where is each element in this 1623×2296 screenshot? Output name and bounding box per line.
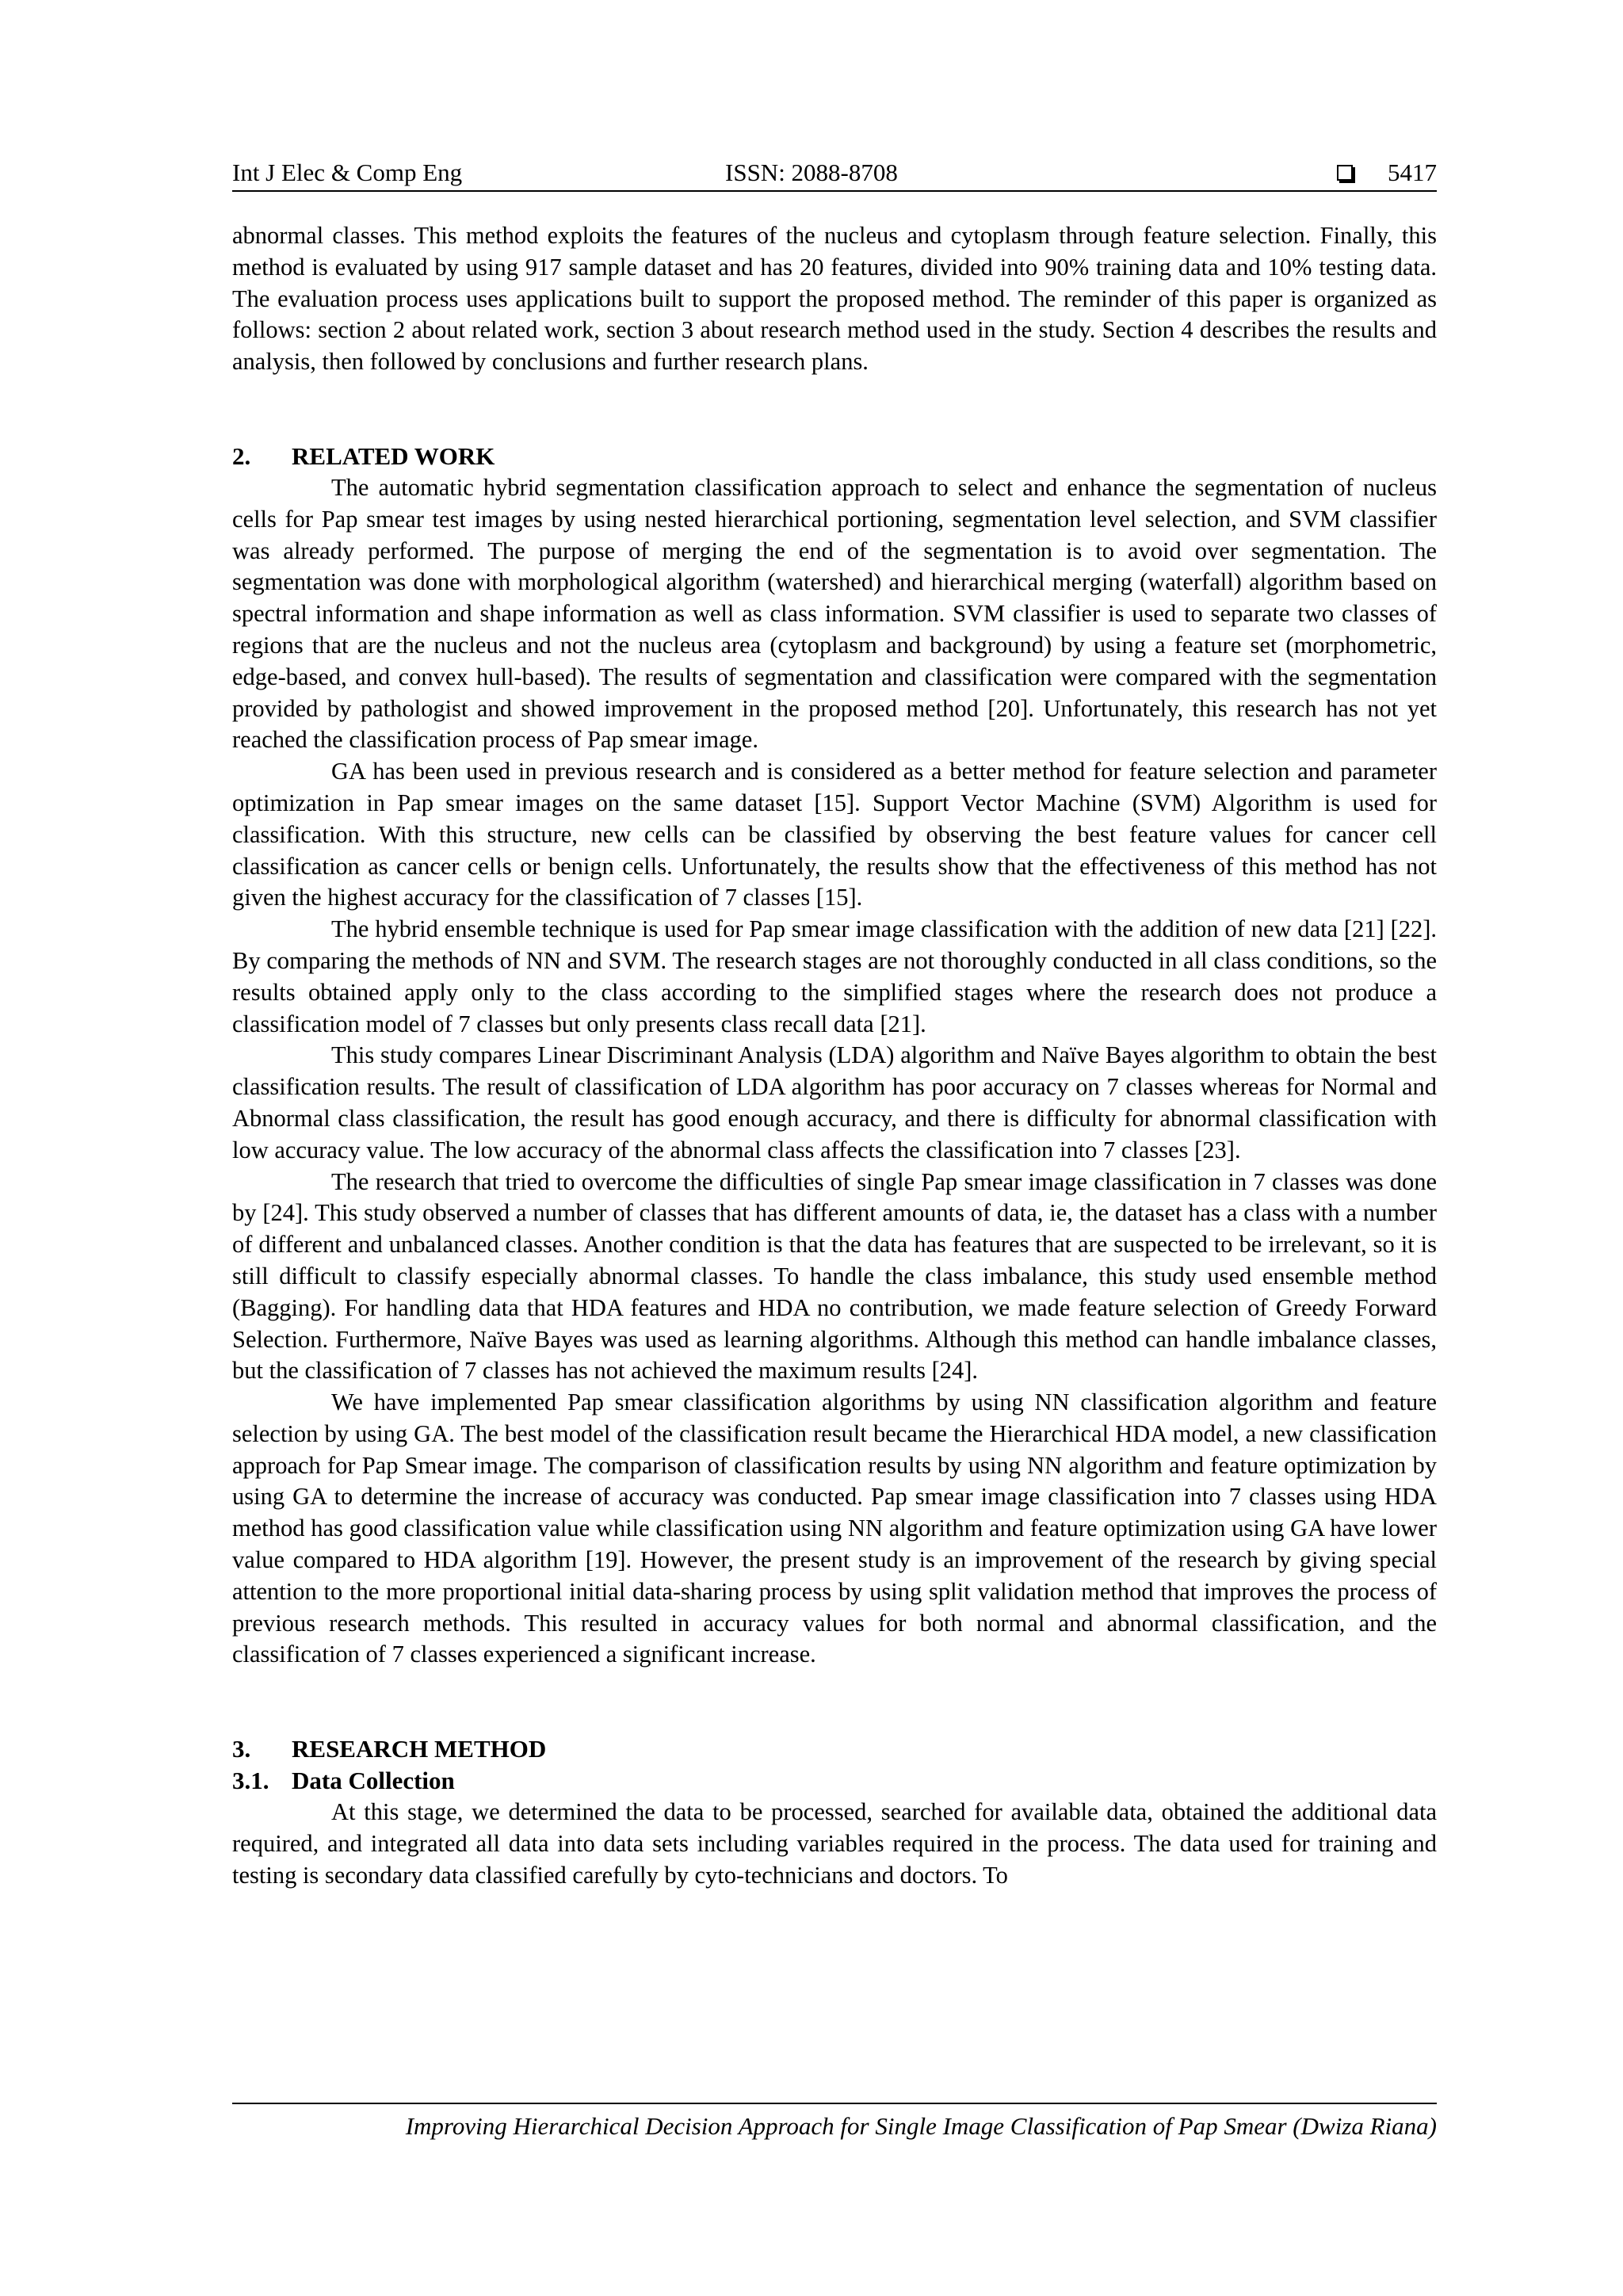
issn-label: ISSN: 2088-8708 xyxy=(725,159,898,186)
footer-title: Improving Hierarchical Decision Approach for Single Image Classification of Pap Smear (Dwiza Riana) xyxy=(405,2112,1437,2140)
data-collection-paragraph: At this stage, we determined the data to be processed, searched for available data, obtained the additional data required, and integrated all data into data sets including variables required in the process. The data used for training and testing is secondary data classified carefully by cyto-technicians and doctors. To xyxy=(232,1798,1437,1889)
page-number: 5417 xyxy=(1388,159,1437,186)
running-header xyxy=(232,155,1437,192)
related-work-paragraph-4: This study compares Linear Discriminant Analysis (LDA) algorithm and Naïve Bayes algorithm to obtain the best classification results. The result of classification of LDA algorithm has poor accuracy on 7 classes whereas for Normal and Abnormal class classification, the result has good enough accuracy, and there is difficulty for abnormal classification with low accuracy value. The low accuracy of the abnormal class affects the classification into 7 classes [23]. xyxy=(232,1041,1437,1163)
body-text xyxy=(232,220,1437,1892)
section-2-title: RELATED WORK xyxy=(292,441,495,470)
journal-name: Int J Elec & Comp Eng xyxy=(232,159,463,186)
related-work-paragraph-5: The research that tried to overcome the difficulties of single Pap smear image classification in 7 classes was done by [24]. This study observed a number of classes that has different amounts of data, ie, the dataset has a class with a number of different and unbalanced classes. Another condition is that the data has features that are suspected to be irrelevant, so it is still difficult to classify especially abnormal classes. To handle the class imbalance, this study used ensemble method (Bagging). For handling data that HDA features and HDA no contribution, we made feature selection of Greedy Forward Selection. Furthermore, Naïve Bayes was used as learning algorithms. Although this method can handle imbalance classes, but the classification of 7 classes has not achieved the maximum results [24]. xyxy=(232,1167,1437,1385)
section-2-number: 2. xyxy=(232,441,251,470)
intro-continuation-paragraph: abnormal classes. This method exploits the features of the nucleus and cytoplasm through feature selection. Finally, this method is evaluated by using 917 sample dataset and has 20 features, divided into 90% training data and 10% testing data. The evaluation process uses applications built to support the proposed method. The reminder of this paper is organized as follows: section 2 about related work, section 3 about research method used in the study. Section 4 describes the results and analysis, then followed by conclusions and further research plans. xyxy=(232,222,1437,376)
section-3-number: 3. xyxy=(232,1735,251,1763)
related-work-paragraph-3: The hybrid ensemble technique is used for Pap smear image classification with the addition of new data [21] [22]. By comparing the methods of NN and SVM. The research stages are not thoroughly conducted in all class conditions, so the results obtained apply only to the class according to the simplified stages where the research does not produce a classification model of 7 classes but only presents class recall data [21]. xyxy=(232,915,1437,1037)
related-work-paragraph-2: GA has been used in previous research and is considered as a better method for feature selection and parameter optimization in Pap smear images on the same dataset [15]. Support Vector Machine (SVM) Algorithm is used for classification. With this structure, new cells can be classified by observing the best feature values for cancer cell classification as cancer cells or benign cells. Unfortunately, the results show that the effectiveness of this method has not given the highest accuracy for the classification of 7 classes [15]. xyxy=(232,758,1437,911)
related-work-paragraph-6: We have implemented Pap smear classification algorithms by using NN classification algorithm and feature selection by using GA. The best model of the classification result became the Hierarchical HDA model, a new classification approach for Pap Smear image. The comparison of classification results by using NN algorithm and feature optimization by using GA to determine the increase of accuracy was conducted. Pap smear image classification into 7 classes using HDA method has good classification value while classification using NN algorithm and feature optimization using GA have lower value compared to HDA algorithm [19]. However, the present study is an improvement of the research by giving special attention to the more proportional initial data-sharing process by using split validation method that improves the process of previous research methods. This resulted in accuracy values for both normal and abnormal classification, and the classification of 7 classes experienced a significant increase. xyxy=(232,1389,1437,1668)
square-bullet-icon xyxy=(1337,165,1353,181)
related-work-paragraph-1: The automatic hybrid segmentation classification approach to select and enhance the segmentation of nucleus cells for Pap smear test images by using nested hierarchical portioning, segmentation level selection, and SVM classifier was already performed. The purpose of merging the end of the segmentation is to avoid over segmentation. The segmentation was done with morphological algorithm (watershed) and hierarchical merging (waterfall) algorithm based on spectral information and shape information as well as class information. SVM classifier is used to separate two classes of regions that are the nucleus and not the nucleus area (cytoplasm and background) by using a feature set (morphometric, edge-based, and convex hull-based). The results of segmentation and classification were compared with the segmentation provided by pathologist and showed improvement in the proposed method [20]. Unfortunately, this research has not yet reached the classification process of Pap smear image. xyxy=(232,473,1437,754)
subsection-3-1-number: 3.1. xyxy=(232,1767,269,1795)
section-3-heading xyxy=(232,1733,1437,1765)
subsection-3-1-title: Data Collection xyxy=(292,1767,455,1795)
section-3-title: RESEARCH METHOD xyxy=(292,1735,547,1763)
subsection-3-1-heading xyxy=(232,1765,1437,1797)
running-footer xyxy=(232,2103,1437,2144)
section-2-heading xyxy=(232,441,1437,472)
page-number-block xyxy=(1337,155,1437,190)
section-spacer xyxy=(232,378,1437,441)
section-spacer xyxy=(232,1671,1437,1733)
